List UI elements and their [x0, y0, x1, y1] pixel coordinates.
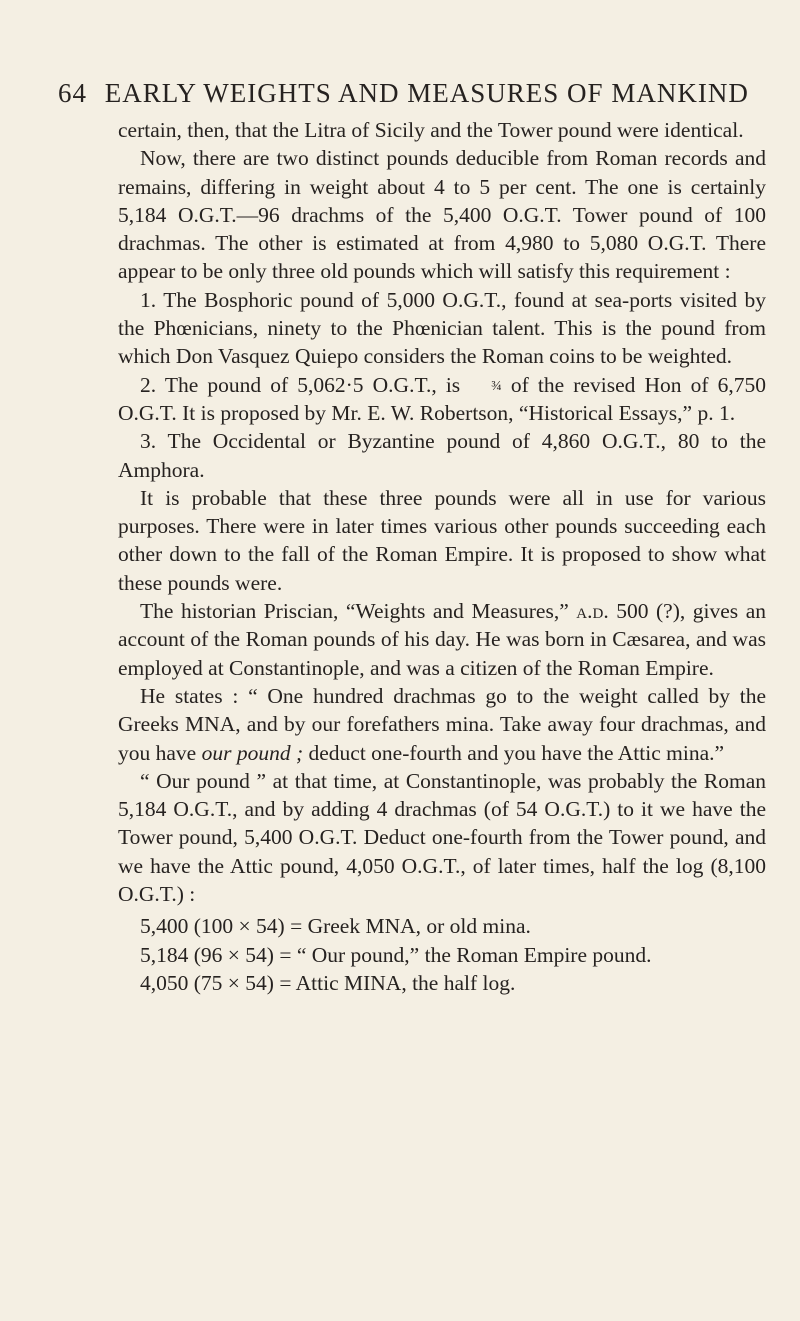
- text-span: 500 (?), gives an account of the Roman pounds of his day. He was born in Cæsarea, and was employed at Constantinople, and was a citizen of the Roman Empire.: [118, 599, 766, 680]
- body-text: [118, 116, 766, 997]
- paragraph: [118, 371, 766, 428]
- running-head-title: EARLY WEIGHTS AND MEASURES OF MANKIND: [104, 78, 749, 108]
- running-header: [58, 78, 768, 109]
- equation-line: 5,400 (100 × 54) = Greek MNA, or old mina.: [140, 914, 531, 939]
- paragraph: 3. The Occidental or Byzantine pound of 4,860 O.G.T., 80 to the Amphora.: [118, 429, 766, 482]
- era-abbrev: a.d.: [576, 599, 609, 624]
- paragraph: Now, there are two distinct pounds deducible from Roman records and remains, differing in weight about 4 to 5 per cent. The one is certainly 5,184 O.G.T.—96 drachms of the 5,400 O.G.T. Tower pound of 100 drachmas. The other is estimated at from 4,980 to 5,080 O.G.T. There appear to be only three old pounds which will satisfy this requirement :: [118, 146, 766, 284]
- text-span: deduct one-fourth and you have the Attic mina.”: [303, 740, 725, 765]
- page-number: 64: [58, 78, 87, 108]
- text-span: of the revised Hon of 6,750 O.G.T. It is proposed by Mr. E. W. Robertson, “Historical Essays,” p. 1.: [118, 372, 766, 425]
- text-span: The historian Priscian, “Weights and Measures,”: [140, 599, 577, 624]
- paragraph: 1. The Bosphoric pound of 5,000 O.G.T., found at sea-ports visited by the Phœnicians, ninety to the Phœnician talent. This is the pound from which Don Vasquez Quiepo considers the Roman coins to be weighted.: [118, 287, 766, 369]
- text-span: 2. The pound of 5,062·5 O.G.T., is: [140, 372, 470, 397]
- equation-line: 5,184 (96 × 54) = “ Our pound,” the Roman Empire pound.: [140, 942, 652, 967]
- fraction: ¾: [491, 378, 502, 394]
- equation-list: [118, 912, 766, 997]
- equation-line: 4,050 (75 × 54) = Attic MINA, the half log.: [140, 970, 516, 995]
- paragraph: [118, 597, 766, 682]
- paragraph: certain, then, that the Litra of Sicily and the Tower pound were identical.: [118, 118, 744, 142]
- paragraph: “ Our pound ” at that time, at Constantinople, was probably the Roman 5,184 O.G.T., and by adding 4 drachmas (of 54 O.G.T.) to it we have the Tower pound, 5,400 O.G.T. Deduct one-fourth from the Tower pound, and we have the Attic pound, 4,050 O.G.T., of later times, half the log (8,100 O.G.T.) :: [118, 768, 766, 907]
- paragraph: [118, 682, 766, 767]
- italic-text: our pound ;: [201, 740, 304, 765]
- paragraph: It is probable that these three pounds were all in use for various purposes. There were in later times various other pounds succeeding each other down to the fall of the Roman Empire. It is proposed to show what these pounds were.: [118, 485, 766, 595]
- text-span: He states : “ One hundred drachmas go to the weight called by the Greeks MNA, and by our forefathers mina. Take away four drachmas, and you have: [118, 683, 766, 765]
